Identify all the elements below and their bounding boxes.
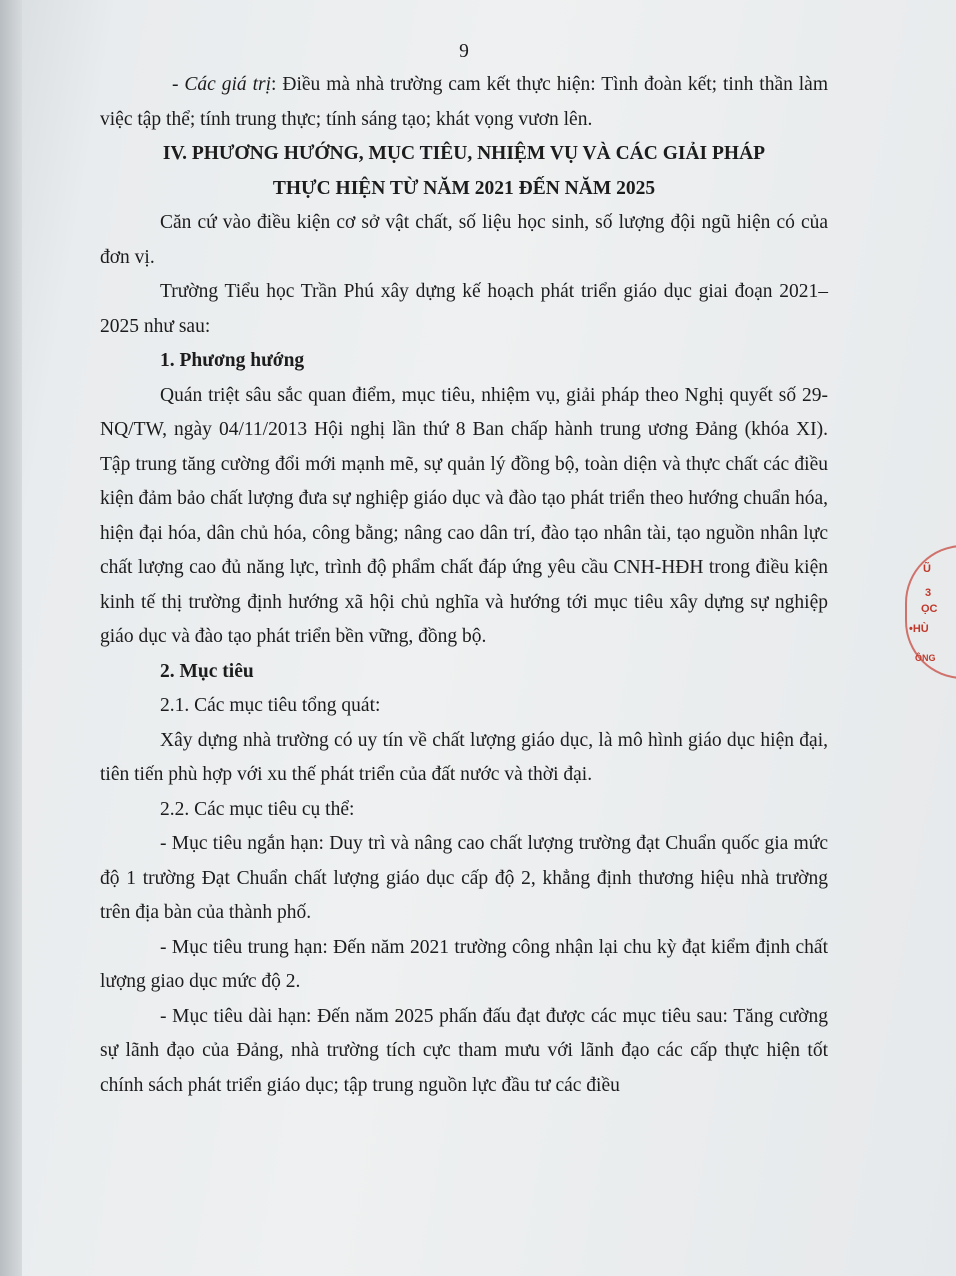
page-shadow-edge (0, 0, 22, 1276)
paragraph-basis: Căn cứ vào điều kiện cơ sở vật chất, số liệu học sinh, số lượng đội ngũ hiện có của đơn vị. (100, 212, 828, 268)
paragraph-long-term: - Mục tiêu dài hạn: Đến năm 2025 phấn đấu đạt được các mục tiêu sau: Tăng cường sự lãnh đạo của Đảng, nhà trường tích cực tham mưu với lãnh đạo các cấp thực hiện tốt chính sách phát triển giáo dục; tập trung nguồn lực đầu tư các điều (100, 1005, 828, 1096)
values-label: - Các giá trị (172, 74, 272, 95)
heading-general-goals: 2.1. Các mục tiêu tổng quát: (160, 695, 381, 716)
heading-goals: 2. Mục tiêu (160, 660, 254, 682)
values-paragraph (100, 68, 828, 137)
red-seal-stamp: Ũ 3 ỌC •HÙ ÔNG (895, 545, 956, 675)
paragraph-mid-term: - Mục tiêu trung hạn: Đến năm 2021 trường công nhận lại chu kỳ đạt kiểm định chất lượng giao dục mức độ 2. (100, 936, 828, 992)
page-number: 9 (459, 41, 469, 62)
paragraph-plan: Trường Tiểu học Trần Phú xây dựng kế hoạch phát triển giáo dục giai đoạn 2021– 2025 như sau: (100, 281, 828, 337)
section-title-line-1: IV. PHƯƠNG HƯỚNG, MỤC TIÊU, NHIỆM VỤ VÀ CÁC GIẢI PHÁP (162, 143, 766, 164)
paragraph-short-term: - Mục tiêu ngắn hạn: Duy trì và nâng cao chất lượng trường đạt Chuẩn quốc gia mức độ 1 trường Đạt Chuẩn chất lượng giáo dục cấp độ 2, khẳng định thương hiệu nhà trường trên địa bàn của thành phố. (100, 833, 828, 923)
heading-direction: 1. Phương hướng (160, 350, 305, 371)
values-text: : Điều mà nhà trường cam kết thực hiện: Tình đoàn kết; tinh thần làm việc tập thể; tính trung thực; tính sáng tạo; khát vọng vươn lên. (100, 74, 829, 130)
page-content (100, 38, 828, 1103)
heading-specific-goals: 2.2. Các mục tiêu cụ thể: (160, 798, 355, 820)
paragraph-direction: Quán triệt sâu sắc quan điểm, mục tiêu, nhiệm vụ, giải pháp theo Nghị quyết số 29- NQ/TW, ngày 04/11/2013 Hội nghị lần thứ 8 Ban chấp hành trung ương Đảng (khóa XI). Tập trung tăng cường đổi mới mạnh mẽ, sự quản lý đồng bộ, toàn diện và thực chất các điều kiện đảm bảo chất lượng đưa sự nghiệp giáo dục và đào tạo phát triển theo hướng chuẩn hóa, hiện đại hóa, dân chủ hóa, công bằng; nâng cao dân trí, đào tạo nhân tài, tạo nguồn nhân lực chất lượng cao đủ năng lực, trình độ phẩm chất đáp ứng yêu cầu CNH-HĐH trong điều kiện kinh tế thị trường định hướng xã hội chủ nghĩa và hướng tới mục tiêu xây dựng sự nghiệp giáo dục và đào tạo phát triển bền vững, đồng bộ. (100, 384, 828, 647)
paragraph-general-goals: Xây dựng nhà trường có uy tín về chất lượng giáo dục, là mô hình giáo dục hiện đại, tiên tiến phù hợp với xu thế phát triển của đất nước và thời đại. (100, 729, 828, 785)
section-title-line-2: THỰC HIỆN TỪ NĂM 2021 ĐẾN NĂM 2025 (272, 177, 656, 199)
